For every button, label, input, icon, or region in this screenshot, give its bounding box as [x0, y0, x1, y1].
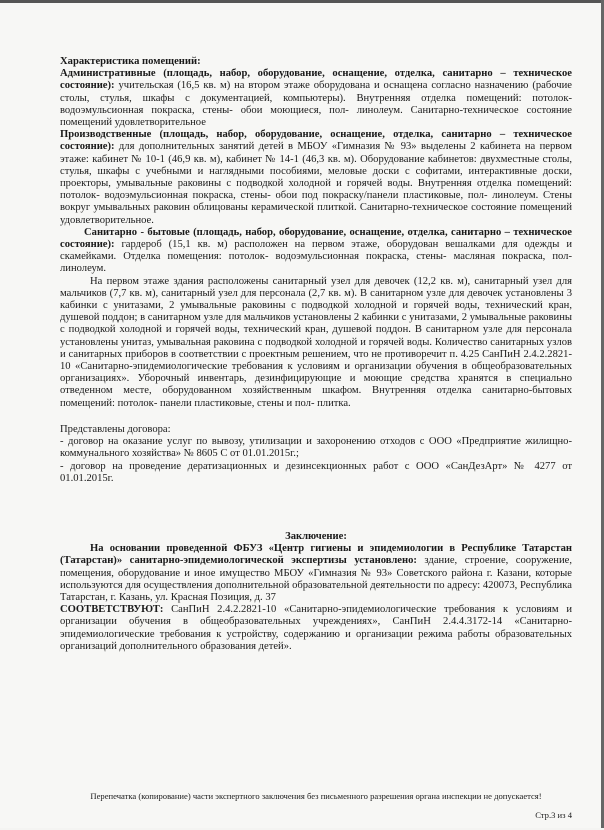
admin-label: Административные (площадь, набор, оборудование, оснащение, отделка, санитарно – техническое состояние):: [60, 68, 572, 92]
page-number: Стр.3 из 4: [535, 810, 572, 821]
section-heading: Характеристика помещений:: [60, 56, 201, 67]
comply-label: СООТВЕТСТВУЮТ:: [60, 604, 164, 616]
sanitary-paragraph: [60, 227, 572, 276]
page-footer: [60, 782, 572, 830]
contracts-title: Представлены договора:: [60, 423, 171, 435]
scan-edge-top: [0, 0, 604, 3]
production-text: для дополнительных занятий детей в МБОУ «Гимназия № 93» выделены 2 кабинета на первом этаже: кабинет № 10-1 (46,9 кв. м), кабинет № 14-1 (46,3 кв. м). Оборудование кабинетов: двухместные столы, стулья, шкафы с учебными и наглядными пособиями, меловые доски с софитами, интерактивные доски, проекторы, умывальные раковины с подводкой холодной и горячей воды. Внутренняя отделка помещений: потолок- водоэмульсионная покраска, стены- обои под покраску/панели пластиковые, пол- линолеум. Стены вокруг умывальных раковин облицованы керамической плиткой. Санитарно-техническое состояние помещений удовлетворительное.: [60, 141, 572, 226]
contract-item: - договор на проведение дератизационных и дезинсекционных работ с ООО «СанДезАрт» № 4277 от 01.01.2015г.: [60, 460, 572, 484]
production-label: Производственные (площадь, набор, оборудование, оснащение, отделка, санитарно – техническое состояние):: [60, 129, 572, 153]
comply-text: СанПиН 2.4.2.2821-10 «Санитарно-эпидемиологические требования к условиям и организации обучения в общеобразовательных учреждениях», СанПиН 2.4.4.3172-14 «Санитарно-эпидемиологические требования к устройству, содержанию и организации режима работы образовательных организаций дополнительного образования детей».: [60, 604, 572, 652]
toilets-paragraph: На первом этаже здания расположены санитарный узел для девочек (12,2 кв. м), санитарный узел для мальчиков (7,7 кв. м), санитарный узел для персонала (2,7 кв. м). В санитарном узле для девочек установлены 3 кабинки с унитазами, 2 умывальные раковины с подводкой холодной и горячей воды, технический кран, душевой поддон; в санитарном узле для мальчиков установлены 2 кабинки с унитазами, 2 умывальные раковины с подводкой холодной и горячей воды, технический кран, душевой поддон. В санитарном узле для персонала установлены унитаз, умывальная раковина с подводкой холодной и горячей воды. Количество санитарных узлов и санитарных приборов в соответствии с проектным решением, что не противоречит п. 4.25 СанПиН 2.4.2.2821-10 «Санитарно-эпидемиологические требования к условиям и организации обучения в общеобразовательных организациях». Уборочный инвентарь, дезинфицирующие и моющие средства хранятся в специально отведенном месте, оборудованном хозяйственным шкафом. Внутренняя отделка санитарно-бытовых помещений: потолок- панели пластиковые, стены и пол- плитка.: [60, 275, 572, 409]
conclusion-title: Заключение:: [285, 530, 347, 542]
sanitary-text: гардероб (15,1 кв. м) расположен на первом этаже, оборудован вешалками для одежды и скамейками. Отделка помещения: потолок- водоэмульсионная покраска, стены- масляная покраска, пол- линолеум.: [60, 239, 572, 275]
production-paragraph: [60, 129, 572, 227]
conclusion-text: здание, строение, сооружение, помещения, оборудование и иное имущество МБОУ «Гимназия № 93» Советского района г. Казани, которые используются для осуществления дополнительной образовательной деятельности по адресу: 420073, Республика Татарстан, г. Казань, ул. Красная Позиция, д. 37: [60, 555, 572, 603]
comply-paragraph: [60, 604, 572, 653]
admin-paragraph: [60, 68, 572, 129]
contract-item: - договор на оказание услуг по вывозу, утилизации и захоронению отходов с ООО «Предприятие жилищно-коммунального хозяйства» № 8605 С от 01.01.2015г.;: [60, 436, 572, 460]
document-body: [60, 56, 572, 653]
conclusion-paragraph: [60, 543, 572, 604]
admin-text: учительская (16,5 кв. м) на втором этаже оборудована и оснащена согласно назначению (рабочие столы, стулья, шкафы с документацией, компьютеры). Внутренняя отделка помещений: потолок- водоэмульсионная покраска, стены- обои моющиеся, пол- линолеум. Санитарно-техническое состояние помещений удовлетворительное: [60, 80, 572, 129]
conclusion-lead: На основании проведенной ФБУЗ «Центр гигиены и эпидемиологии в Республике Татарстан (Татарстан)» санитарно-эпидемиологической экспертизы установлено:: [60, 543, 572, 567]
copy-notice: Перепечатка (копирование) части экспертного заключения без письменного разрешения органа инспекции не допускается!: [90, 790, 542, 801]
sanitary-label: Санитарно - бытовые (площадь, набор, оборудование, оснащение, отделка, санитарно – техническое состояние):: [60, 226, 572, 251]
